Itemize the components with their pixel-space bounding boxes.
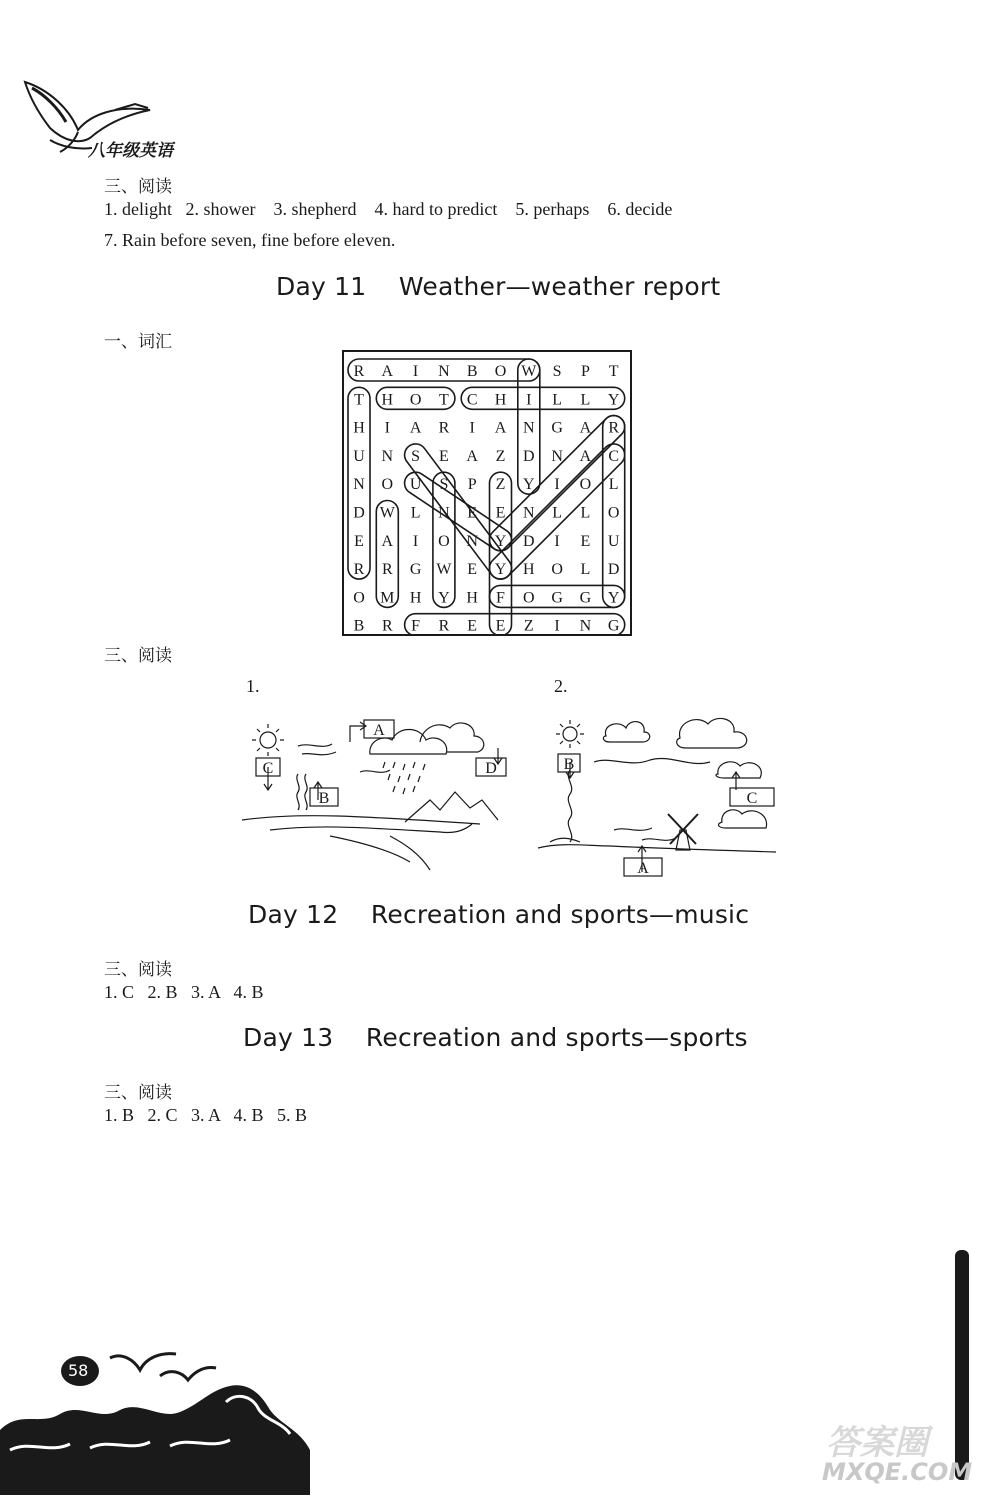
grid-letter: O (607, 504, 620, 522)
grid-letter: M (380, 589, 395, 607)
grid-letter: O (409, 391, 422, 409)
windmill-icon (668, 814, 698, 850)
word-search-puzzle (342, 350, 632, 636)
grid-letter: T (354, 391, 364, 409)
grid-letter: U (607, 532, 620, 550)
grid-letter: C (466, 391, 478, 409)
grid-letter: O (381, 476, 394, 494)
grid-letter: H (466, 589, 478, 607)
grid-letter: H (381, 391, 394, 409)
grid-letter: L (608, 476, 619, 494)
grid-letter: A (381, 532, 394, 550)
grid-letter: S (552, 363, 562, 380)
grid-letter: O (523, 589, 535, 607)
grid-letter: H (409, 589, 422, 607)
grid-letter: L (580, 561, 591, 579)
sun-icon (556, 720, 584, 748)
grid-letter: G (551, 589, 563, 607)
grid-letter: U (353, 447, 365, 465)
grid-letter: L (552, 391, 562, 409)
grid-letter: H (353, 419, 365, 437)
water-cycle-figure (240, 712, 510, 877)
wind-illustration (530, 712, 780, 882)
grid-letter: F (411, 617, 421, 635)
grid-letter: F (496, 589, 505, 607)
grid-letter: I (469, 419, 475, 437)
grid-letter: Y (494, 532, 507, 550)
book-title: 八年级英语 (88, 141, 173, 161)
grid-letter: Y (607, 391, 620, 409)
grid-letter: N (579, 617, 592, 635)
grid-letter: Y (607, 589, 620, 607)
grid-letter: P (467, 476, 477, 494)
grid-letter: I (526, 391, 532, 409)
grid-letter: G (551, 419, 563, 437)
answer-loop (490, 472, 512, 636)
grid-letter: S (411, 447, 421, 465)
grid-letter: W (521, 363, 537, 380)
grid-letter: D (523, 532, 535, 550)
grid-letter: A (579, 447, 592, 465)
grid-letter: W (379, 504, 395, 522)
grid-letter: U (409, 476, 422, 494)
fig1-label-c: C (262, 760, 274, 777)
sun-icon (252, 724, 284, 756)
section-label-reading: 三、阅读 (104, 177, 172, 197)
grid-letter: N (523, 419, 535, 437)
answers-line-2: 7. Rain before seven, fine before eleven. (104, 230, 396, 250)
grid-letter: G (607, 617, 620, 635)
grid-letter: R (381, 617, 393, 635)
grid-letter: I (554, 476, 560, 494)
grid-letter: L (552, 504, 562, 522)
grid-letter: E (467, 617, 478, 635)
grid-letter: B (466, 363, 478, 380)
grid-letter: N (466, 532, 478, 550)
grid-letter: C (608, 447, 620, 465)
grid-letter: G (579, 589, 592, 607)
grid-letter: Y (494, 561, 507, 579)
grid-letter: E (495, 617, 506, 635)
grid-letter: Y (523, 476, 535, 494)
water-cycle-illustration (240, 712, 510, 877)
grid-letter: N (438, 504, 450, 522)
grid-letter: Z (495, 476, 506, 494)
grid-letter: O (579, 476, 592, 494)
grid-letter: D (353, 504, 365, 522)
reading-label-day12: 三、阅读 (104, 960, 172, 980)
seagulls-and-waves-icon (0, 1330, 320, 1495)
day13-heading: Day 13 Recreation and sports—sports (243, 1023, 748, 1052)
day12-heading: Day 12 Recreation and sports—music (248, 900, 750, 929)
grid-letter: Y (438, 589, 450, 607)
fig2-label-b: B (563, 756, 575, 773)
day11-heading: Day 11 Weather—weather report (276, 272, 721, 301)
grid-letter: N (381, 447, 394, 465)
grid-letter: B (353, 617, 365, 635)
reading-label-day13: 三、阅读 (104, 1083, 172, 1103)
answer-loop (461, 387, 625, 409)
binding-edge (955, 1250, 969, 1480)
day12-answers: 1. C 2. B 3. A 4. B (104, 982, 264, 1002)
grid-letter: I (384, 419, 390, 437)
grid-letter: N (523, 504, 535, 522)
grid-letter: H (494, 391, 507, 409)
grid-letter: A (381, 363, 394, 380)
grid-letter: N (438, 363, 450, 380)
grid-letter: R (353, 561, 365, 579)
day13-answers: 1. B 2. C 3. A 4. B 5. B (104, 1105, 308, 1125)
figure-1-number: 1. (246, 676, 260, 696)
wind-figure (530, 712, 780, 882)
grid-letter: E (467, 504, 478, 522)
vocab-label: 一、词汇 (104, 332, 172, 352)
grid-letter: R (438, 617, 450, 635)
footer-decoration (0, 1330, 320, 1495)
fig2-label-c: C (746, 790, 758, 807)
grid-letter: O (353, 589, 365, 607)
grid-letter: N (353, 476, 365, 494)
grid-letter: R (438, 419, 450, 437)
grid-letter: R (381, 561, 393, 579)
grid-letter: I (554, 617, 560, 635)
grid-letter: O (438, 532, 450, 550)
grid-letter: D (523, 447, 535, 465)
grid-letter: I (412, 363, 419, 380)
fig1-label-d: D (485, 760, 497, 777)
fig1-label-b: B (318, 790, 330, 807)
grid-letter: I (554, 532, 560, 550)
watermark-site: MXQE.COM (822, 1458, 973, 1486)
grid-letter: O (551, 561, 563, 579)
grid-letter: R (608, 419, 620, 437)
grid-letter: E (354, 532, 364, 550)
page-number: 58 (68, 1361, 89, 1380)
grid-letter: L (410, 504, 421, 522)
grid-letter: A (579, 419, 592, 437)
grid-letter: E (580, 532, 591, 550)
grid-letter: L (580, 504, 591, 522)
fig2-label-a: A (637, 860, 649, 877)
answers-line-1: 1. delight 2. shower 3. shepherd 4. hard to predict 5. perhaps 6. decide (104, 199, 673, 219)
grid-letter: H (523, 561, 535, 579)
grid-letter: A (409, 419, 422, 437)
grid-letter: R (353, 363, 365, 380)
grid-letter: A (466, 447, 478, 465)
fig1-label-a: A (373, 722, 385, 739)
grid-letter: P (580, 363, 590, 380)
figure-2-number: 2. (554, 676, 568, 696)
grid-letter: E (467, 561, 478, 579)
grid-letter: D (607, 561, 620, 579)
grid-letter: Z (523, 617, 534, 635)
grid-letter: I (412, 532, 419, 550)
grid-letter: A (494, 419, 507, 437)
grid-letter: S (439, 476, 449, 494)
grid-letter: L (580, 391, 591, 409)
grid-letter: G (409, 561, 422, 579)
watermark-brand: 答案圈 (826, 1423, 928, 1463)
grid-letter: E (439, 447, 449, 465)
word-search-grid (342, 350, 632, 636)
cloud-icon (603, 718, 766, 828)
grid-letter: T (439, 391, 449, 409)
grid-letter: T (608, 363, 619, 380)
grid-letter: Z (495, 447, 506, 465)
reading-label-day11: 三、阅读 (104, 646, 172, 666)
grid-letter: N (551, 447, 563, 465)
grid-letter: O (494, 363, 507, 380)
grid-letter: E (495, 504, 506, 522)
grid-letter: W (436, 561, 452, 579)
